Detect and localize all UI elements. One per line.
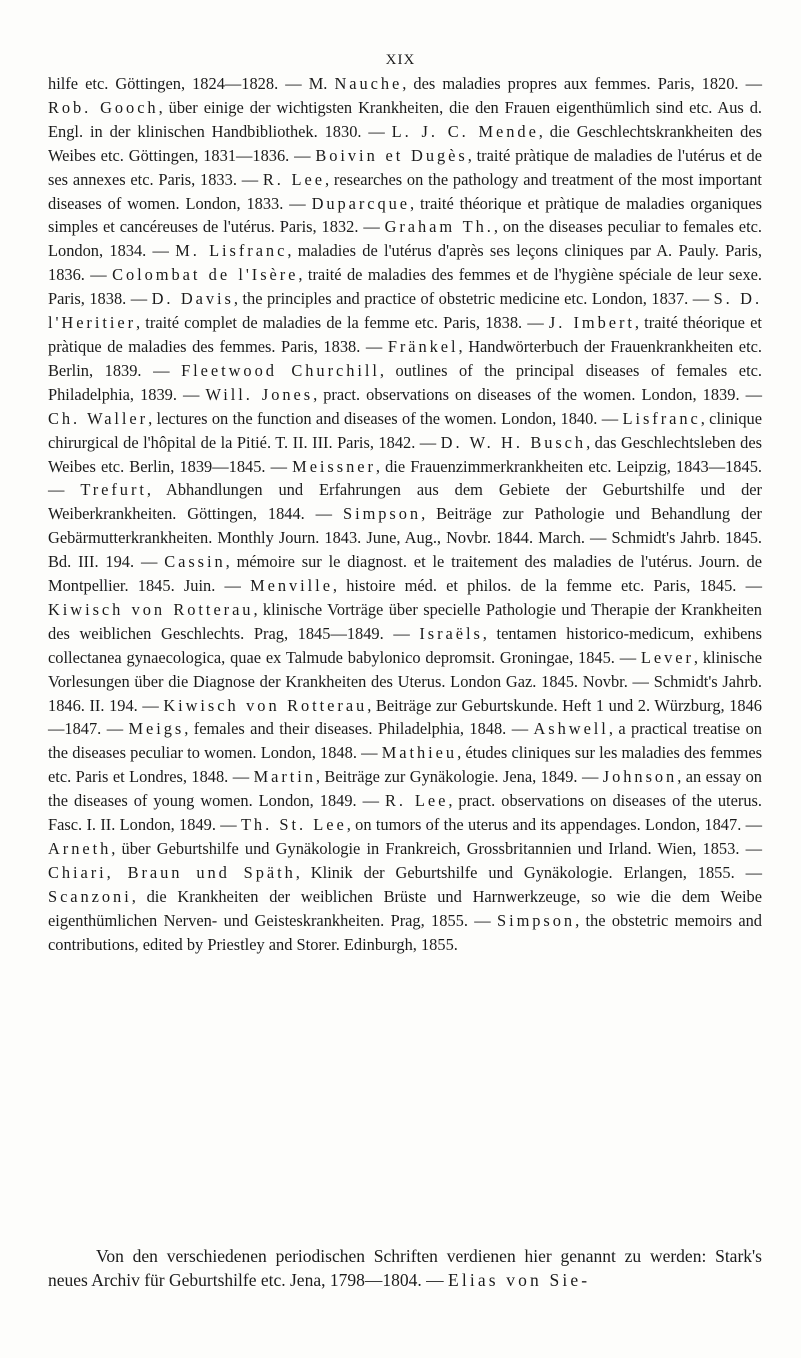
author-name: Cassin	[164, 552, 226, 572]
citation-text: , traité théorique et pràtique de maladies organiques simples et cancéreuses de l'utérus. Paris, 1832. —	[48, 193, 762, 237]
author-name: Kiwisch von Rotterau	[163, 695, 368, 715]
author-name: Martin	[253, 767, 316, 787]
citation-text: , a practical treatise on the diseases peculiar to women. London, 1848. —	[48, 719, 762, 763]
citation-text: , on tumors of the uterus and its appendages. London, 1847. —	[346, 815, 763, 835]
author-name: Ch. Waller	[48, 408, 149, 428]
citation-text: , outlines of the principal diseases of females etc. Philadelphia, 1839. —	[48, 360, 762, 404]
citation-text: , klinische Vorlesungen über die Diagnose der Krankheiten des Uterus. London Gaz. 1845. Novbr. — Schmidt's Jahrb. 1846. II. 194. —	[48, 647, 763, 715]
citation-text: , pract. observations on diseases of the uterus. Fasc. I. II. London, 1849. —	[48, 791, 762, 835]
author-name: D. Davis	[151, 289, 234, 309]
author-name: Fleetwood Churchill	[181, 360, 380, 380]
author-name: Colombat de l'Isère	[112, 265, 299, 285]
author-name: Rob. Gooch	[48, 97, 159, 117]
citation-text: , die Frauenzimmerkrankheiten etc. Leipzig, 1843—1845. —	[48, 456, 762, 500]
citation-text: , histoire méd. et philos. de la femme etc. Paris, 1845. —	[332, 576, 762, 596]
citation-text: , Beiträge zur Gynäkologie. Jena, 1849. —	[315, 767, 603, 787]
author-name: Simpson	[497, 910, 576, 930]
citation-text: , the obstetric memoirs and contributions, edited by Priestley and Storer. Edinburgh, 1855.	[48, 910, 762, 954]
author-name: Boivin et Dugès	[315, 145, 468, 165]
citation-text: , traité théorique et pràtique de maladies des femmes. Paris, 1838. —	[48, 313, 762, 356]
citation-text: , Beiträge zur Geburtskunde. Heft 1 und 2. Würzburg, 1846—1847. —	[48, 695, 763, 739]
author-name: Lisfranc	[622, 408, 701, 428]
author-name: L. J. C. Mende	[391, 121, 539, 141]
citation-text: , Handwörterbuch der Frauenkrankheiten etc. Berlin, 1839. —	[48, 336, 762, 380]
author-name: Nauche	[334, 74, 403, 93]
citation-text: , über einige der wichtigsten Krankheiten, die den Frauen eigenthümlich sind etc. Aus d. Engl. in der klinischen Handbibliothek. 1830. —	[48, 97, 762, 141]
citation-text: , clinique chirurgical de l'hôpital de la Pitié. T. II. III. Paris, 1842. —	[48, 408, 762, 452]
citation-text: , traité de maladies des femmes et de l'hygiène spéciale de leur sexe. Paris, 1838. —	[48, 265, 763, 309]
citation-text: M.	[308, 74, 335, 93]
citation-text: , die Krankheiten der weiblichen Brüste und Harnwerkzeuge, so wie die dem Weibe eigenthümlichen Nerven- und Geisteskrankheiten. Prag, 1855. —	[48, 886, 762, 930]
author-name: Duparcque	[311, 193, 411, 213]
author-name: Fränkel	[387, 336, 459, 356]
closing-paragraph	[48, 1244, 762, 1292]
author-name: Ashwell	[533, 719, 609, 739]
author-name: Meissner	[292, 456, 376, 476]
citation-text: , females and their diseases. Philadelphia, 1848. —	[184, 719, 534, 739]
citation-text: , Beiträge zur Pathologie und Behandlung der Gebärmutterkrankheiten. Monthly Journ. 1843. June, Aug., Novbr. 1844. March. — Schmidt's Jahrb. 1845. Bd. III. 194. —	[48, 504, 762, 572]
citation-text: , an essay on the diseases of young women. London, 1849. —	[48, 767, 762, 811]
citation-text: , über Geburtshilfe und Gynäkologie in Frankreich, Grossbritannien und Irland. Wien, 1853. —	[111, 839, 762, 858]
citation-text: , pract. observations on diseases of the women. London, 1839. —	[313, 384, 763, 404]
bibliography-paragraph	[48, 72, 762, 957]
author-name: Israëls	[419, 623, 483, 643]
author-name: Menville	[250, 576, 333, 596]
author-name: M. Lisfranc	[175, 241, 288, 261]
author-name: Scanzoni	[48, 886, 132, 906]
author-name: Meigs	[128, 719, 185, 739]
author-name: Trefurt	[80, 480, 147, 500]
citation-text: , die Geschlechtskrankheiten des Weibes etc. Göttingen, 1831—1836. —	[48, 121, 762, 165]
author-name: Kiwisch von Rotterau	[48, 599, 254, 619]
author-name: S. D. l'Heritier	[48, 289, 762, 333]
citation-text: hilfe etc. Göttingen, 1824—1828. —	[48, 74, 309, 93]
citation-text: , tentamen historico-medicum, exhibens collectanea gynaecologica, quae ex Talmude babylonico depromsit. Groningae, 1845. —	[48, 623, 762, 667]
citation-text: , Klinik der Geburtshilfe und Gynäkologie. Erlangen, 1855. —	[295, 862, 762, 882]
citation-text: , études cliniques sur les maladies des femmes etc. Paris et Londres, 1848. —	[48, 743, 762, 787]
citation-text: Von den verschiedenen periodischen Schriften verdienen hier genannt zu werden: Stark's neues Archiv für Geburtshilfe etc. Jena, 1798—1804. —	[48, 1246, 762, 1290]
author-name: R. Lee	[262, 169, 325, 189]
author-name: Will. Jones	[205, 384, 314, 404]
author-name: Simpson	[343, 504, 422, 524]
author-name: Elias von Sie-	[447, 1270, 591, 1290]
page-number: XIX	[385, 52, 416, 68]
citation-text: , traité complet de maladies de la femme etc. Paris, 1838. —	[136, 313, 549, 333]
author-name: Lever	[640, 647, 694, 667]
citation-text: , klinische Vorträge über specielle Pathologie und Therapie der Krankheiten des weiblichen Geschlechts. Prag, 1845—1849. —	[48, 599, 762, 643]
citation-text: , Abhandlungen und Erfahrungen aus dem Gebiete der Geburtshilfe und der Weiberkrankheiten. Göttingen, 1844. —	[48, 480, 763, 524]
citation-text: , traité pràtique de maladies de l'utérus et de ses annexes etc. Paris, 1833. —	[48, 145, 762, 189]
author-name: Chiari, Braun und Späth	[48, 862, 296, 882]
author-name: J. Imbert	[548, 313, 635, 333]
author-name: Arneth	[48, 839, 112, 858]
citation-text: , the principles and practice of obstetric medicine etc. London, 1837. —	[233, 289, 714, 309]
citation-text: , researches on the pathology and treatment of the most important diseases of women. London, 1833. —	[48, 169, 762, 213]
author-name: Graham Th.	[384, 217, 494, 237]
citation-text: , des maladies propres aux femmes. Paris, 1820. —	[402, 74, 762, 93]
citation-text: , maladies de l'utérus d'après ses leçons cliniques par A. Pauly. Paris, 1836. —	[48, 241, 762, 285]
author-name: D. W. H. Busch	[440, 432, 587, 452]
author-name: Johnson	[602, 767, 678, 787]
citation-text: , das Geschlechtsleben des Weibes etc. Berlin, 1839—1845. —	[48, 432, 762, 476]
author-name: R. Lee	[385, 791, 449, 811]
author-name: Th. St. Lee	[240, 815, 347, 835]
author-name: Mathieu	[381, 743, 458, 763]
citation-text: , lectures on the function and diseases of the women. London, 1840. —	[148, 408, 623, 428]
citation-text: , mémoire sur le diagnost. et le traitement des maladies de l'utérus. Journ. de Montpellier. 1845. Juin. —	[48, 552, 763, 596]
citation-text: , on the diseases peculiar to females etc. London, 1834. —	[48, 217, 763, 261]
